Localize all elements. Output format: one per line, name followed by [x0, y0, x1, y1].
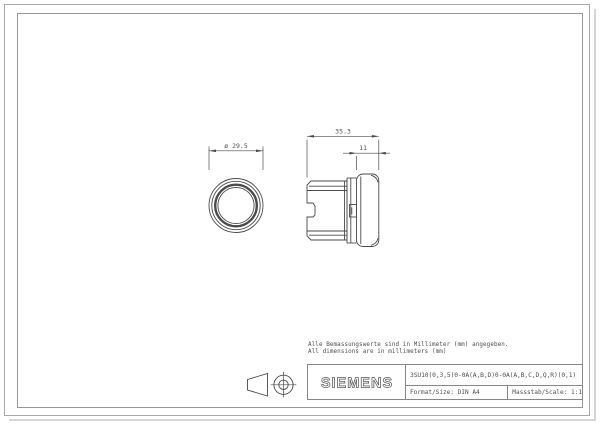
diameter-dimension-label: ø 29.5 — [224, 141, 248, 150]
front-view-button-circle — [218, 187, 254, 223]
side-view-collar — [347, 178, 357, 243]
title-block — [307, 364, 583, 400]
bezel-depth-dimension — [343, 144, 390, 170]
dim-arrow-left — [209, 150, 216, 153]
dim-arrow-right — [256, 150, 263, 153]
dim-arrow-right — [372, 135, 379, 138]
dim-arrow-left — [307, 135, 314, 138]
dim-arrow-right — [379, 152, 386, 155]
siemens-logo-text: SIEMENS — [320, 375, 393, 391]
title-block-right — [406, 365, 582, 399]
overall-length-dimension — [307, 127, 379, 177]
note-line-english: All dimensions are in millimeters (mm) — [308, 348, 447, 355]
part-number-cell: 3SU10(0,3,5)0-0A(A,B,D)0-0A(A,B,C,D,Q,R)(0,1) — [406, 365, 582, 386]
projection-cone — [248, 374, 268, 397]
front-view-bezel-circle — [212, 181, 260, 229]
front-view-outer-circle — [209, 179, 263, 233]
front-view — [209, 142, 263, 233]
title-block-bottom-row — [406, 386, 582, 399]
overall-length-dimension-label: 35.3 — [335, 127, 351, 136]
first-angle-projection-icon — [248, 372, 297, 398]
format-cell: Format/Size: DIN A4 — [406, 386, 508, 399]
diameter-dimension — [209, 142, 263, 170]
dim-arrow-left — [350, 152, 357, 155]
brand-cell — [308, 365, 406, 399]
side-view-bezel — [357, 174, 379, 247]
siemens-logo — [309, 366, 405, 399]
bezel-depth-dimension-label: 11 — [359, 144, 367, 153]
scale-cell: Massstab/Scale: 1:1 — [512, 389, 582, 396]
front-view-ring-circle — [215, 185, 257, 227]
side-view — [307, 127, 390, 246]
note-line-german: Alle Bemassungswerte sind in Millimeter (mm) angegeben. — [308, 342, 509, 348]
dimension-notes — [308, 342, 509, 355]
